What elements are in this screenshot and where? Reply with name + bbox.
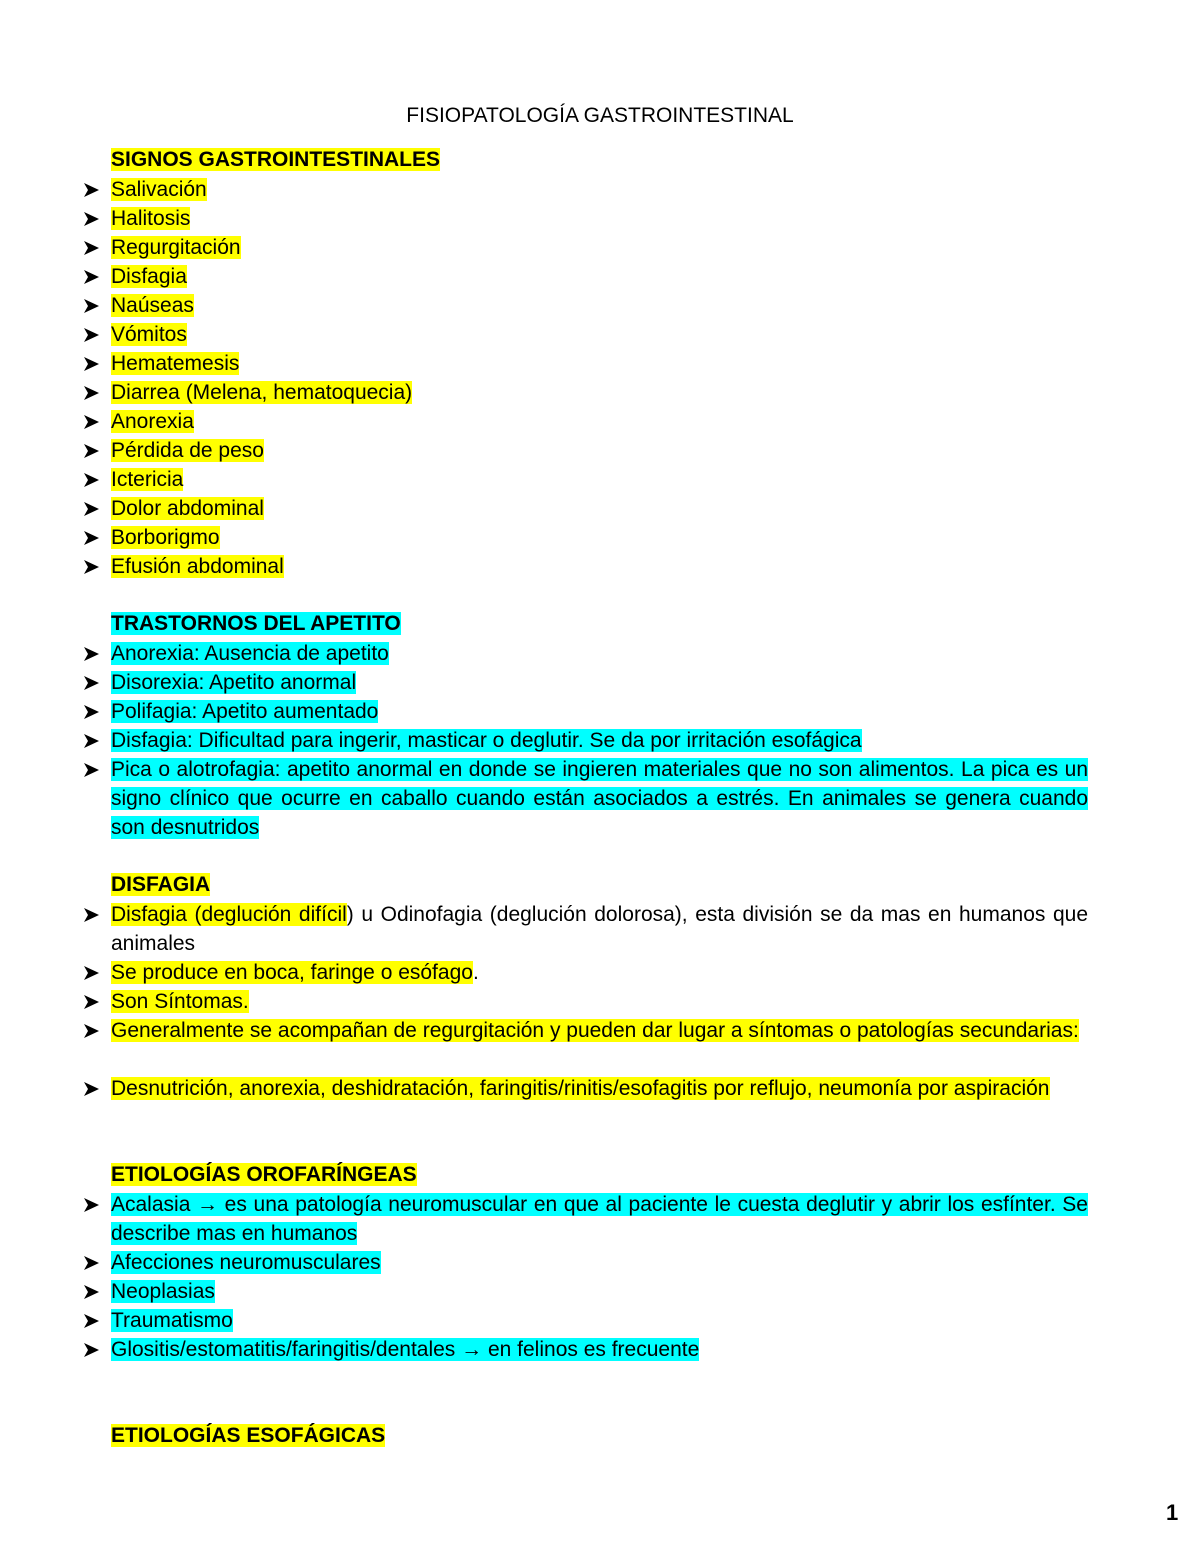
section-heading-disfagia: DISFAGIA	[111, 873, 211, 896]
arrowhead-bullet-icon	[83, 1197, 100, 1213]
arrowhead-bullet-icon	[83, 965, 100, 981]
arrowhead-bullet-icon	[83, 1284, 100, 1300]
list-item: Son Síntomas.	[83, 987, 1088, 1016]
arrowhead-bullet-icon	[83, 240, 100, 256]
page-number: 1	[1166, 1500, 1179, 1525]
arrowhead-bullet-icon	[83, 762, 100, 778]
arrowhead-bullet-icon	[83, 704, 100, 720]
arrowhead-bullet-icon	[83, 356, 100, 372]
arrowhead-bullet-icon	[83, 472, 100, 488]
list-item: Diarrea (Melena, hematoquecia)	[83, 378, 1088, 407]
arrowhead-bullet-icon	[83, 646, 100, 662]
section-heading-esofagicas: ETIOLOGÍAS ESOFÁGICAS	[111, 1424, 386, 1447]
arrowhead-bullet-icon	[83, 414, 100, 430]
arrowhead-bullet-icon	[83, 211, 100, 227]
list-item: Ictericia	[83, 465, 1088, 494]
arrowhead-bullet-icon	[83, 1255, 100, 1271]
right-arrow-icon: →	[197, 1193, 219, 1216]
arrowhead-bullet-icon	[83, 733, 100, 749]
section-heading-orofaringeas: ETIOLOGÍAS OROFARÍNGEAS	[111, 1163, 417, 1186]
arrowhead-bullet-icon	[83, 1342, 100, 1358]
arrowhead-bullet-icon	[83, 994, 100, 1010]
section-heading-apetito: TRASTORNOS DEL APETITO	[111, 612, 401, 635]
list-item: Disfagia (deglución difícil) u Odinofagia (deglución dolorosa), esta división se da mas en humanos que animales	[83, 900, 1088, 958]
list-item: Se produce en boca, faringe o esófago.	[83, 958, 1088, 987]
arrowhead-bullet-icon	[83, 675, 100, 691]
list-item: Acalasia → es una patología neuromuscular en que al paciente le cuesta deglutir y abrir los esfínter. Se describe mas en humanos	[83, 1190, 1088, 1248]
list-item: Pica o alotrofagia: apetito anormal en donde se ingieren materiales que no son alimentos. La pica es un signo clínico que ocurre en caballo cuando están asociados a estrés. En animales se genera cuando son desnutridos	[83, 755, 1088, 842]
section-heading-signos: SIGNOS GASTROINTESTINALES	[111, 148, 441, 171]
arrowhead-bullet-icon	[83, 559, 100, 575]
arrowhead-bullet-icon	[83, 269, 100, 285]
arrowhead-bullet-icon	[83, 443, 100, 459]
arrowhead-bullet-icon	[83, 1313, 100, 1329]
list-item: Disorexia: Apetito anormal	[83, 668, 1088, 697]
list-item: Disfagia: Dificultad para ingerir, masticar o deglutir. Se da por irritación esofágica	[83, 726, 1088, 755]
list-item: Halitosis	[83, 204, 1088, 233]
arrowhead-bullet-icon	[83, 1023, 100, 1039]
list-item: Neoplasias	[83, 1277, 1088, 1306]
list-item: Dolor abdominal	[83, 494, 1088, 523]
arrowhead-bullet-icon	[83, 1081, 100, 1097]
arrowhead-bullet-icon	[83, 907, 100, 923]
arrowhead-bullet-icon	[83, 327, 100, 343]
list-item: Borborigmo	[83, 523, 1088, 552]
list-item: Efusión abdominal	[83, 552, 1088, 581]
list-item: Naúseas	[83, 291, 1088, 320]
list-item: Anorexia	[83, 407, 1088, 436]
list-item: Salivación	[83, 175, 1088, 204]
list-item: Pérdida de peso	[83, 436, 1088, 465]
arrowhead-bullet-icon	[83, 501, 100, 517]
list-item: Afecciones neuromusculares	[83, 1248, 1088, 1277]
list-item: Generalmente se acompañan de regurgitación y pueden dar lugar a síntomas o patologías secundarias:	[83, 1016, 1088, 1045]
right-arrow-icon: →	[461, 1338, 483, 1361]
list-item: Anorexia: Ausencia de apetito	[83, 639, 1088, 668]
arrowhead-bullet-icon	[83, 385, 100, 401]
list-item: Vómitos	[83, 320, 1088, 349]
list-item: Hematemesis	[83, 349, 1088, 378]
page-title: FISIOPATOLOGÍA GASTROINTESTINAL	[406, 104, 794, 127]
list-item: Regurgitación	[83, 233, 1088, 262]
list-item: Desnutrición, anorexia, deshidratación, faringitis/rinitis/esofagitis por reflujo, neumonía por aspiración	[83, 1074, 1088, 1103]
arrowhead-bullet-icon	[83, 530, 100, 546]
arrowhead-bullet-icon	[83, 182, 100, 198]
arrowhead-bullet-icon	[83, 298, 100, 314]
list-item: Traumatismo	[83, 1306, 1088, 1335]
list-item: Disfagia	[83, 262, 1088, 291]
list-item: Polifagia: Apetito aumentado	[83, 697, 1088, 726]
list-item: Glositis/estomatitis/faringitis/dentales → en felinos es frecuente	[83, 1335, 1088, 1364]
